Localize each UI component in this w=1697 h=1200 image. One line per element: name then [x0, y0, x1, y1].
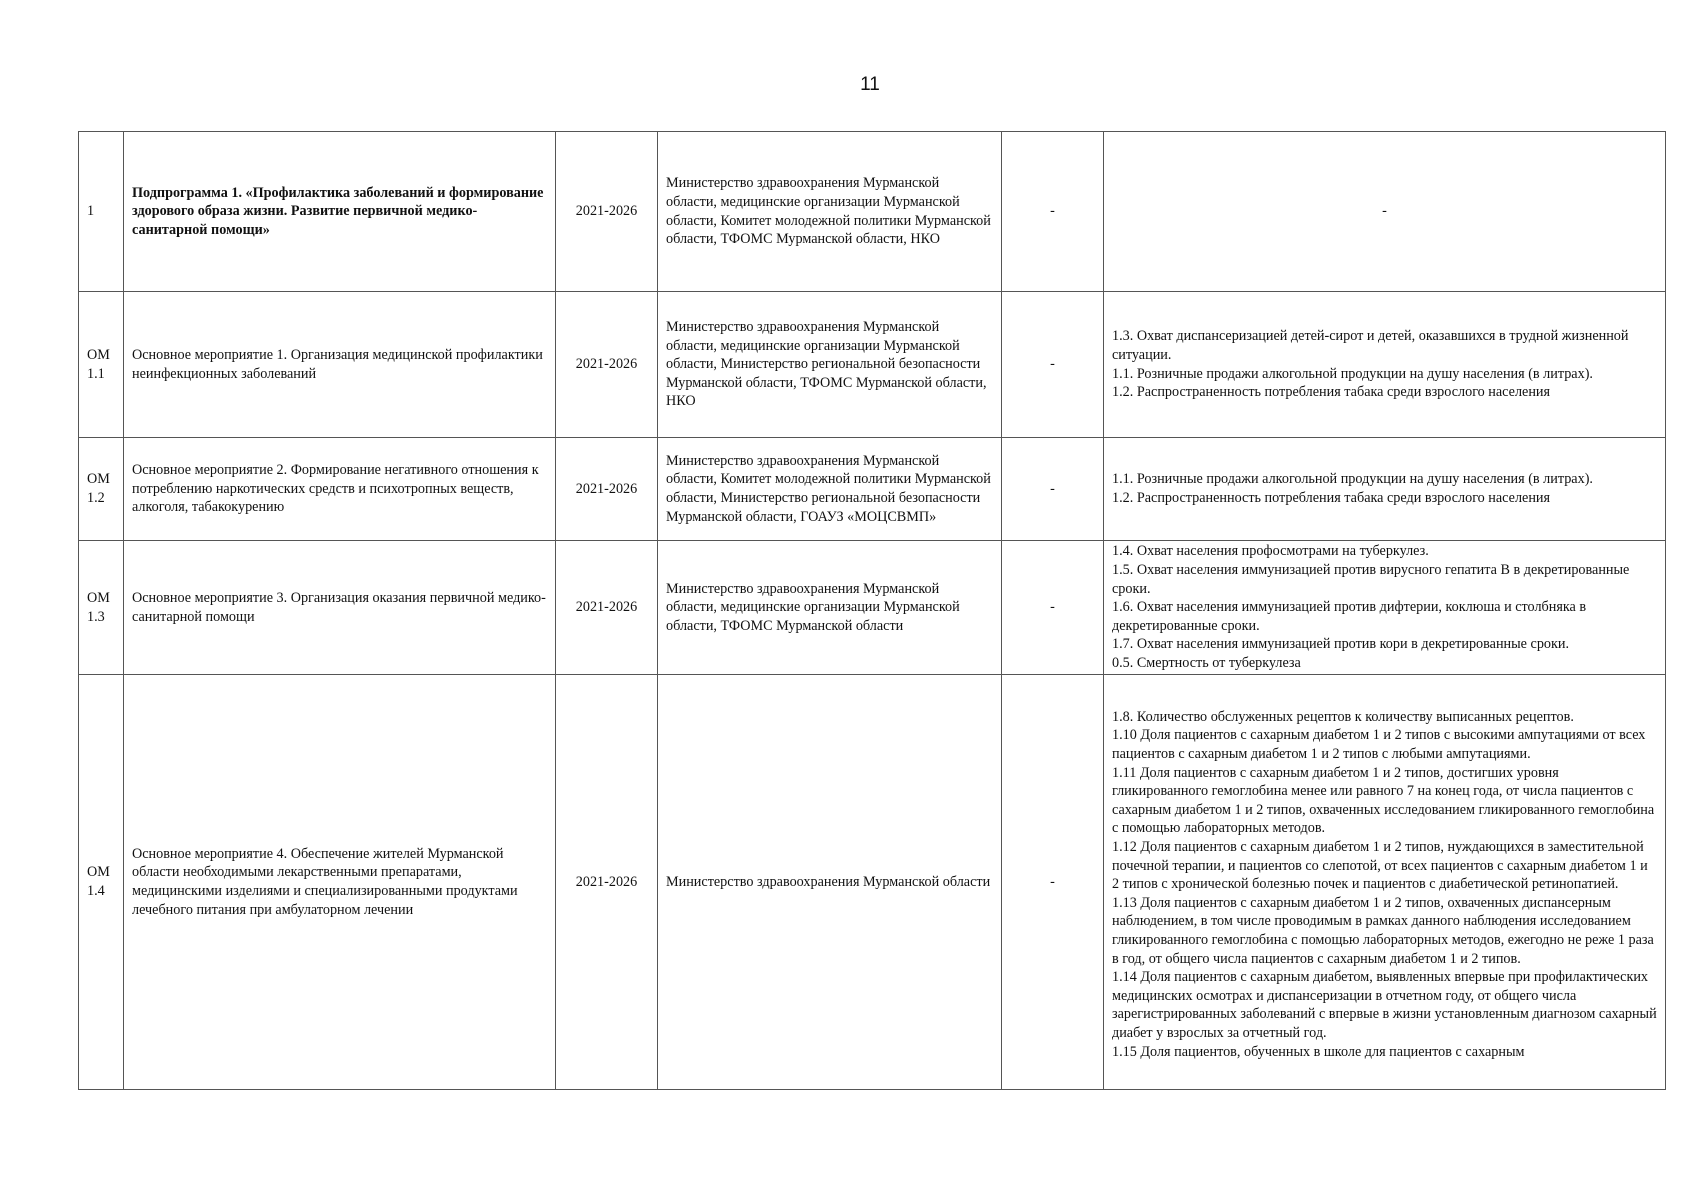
period-cell: 2021-2026 [556, 292, 658, 438]
executors-cell: Министерство здравоохранения Мурманской области, медицинские организации Мурманской области, ТФОМС Мурманской области [658, 541, 1002, 675]
table-row [79, 132, 1666, 292]
row-number: ОМ 1.3 [79, 541, 124, 675]
page-number: 11 [860, 74, 880, 95]
indicator-line: 1.1. Розничные продажи алкогольной продукции на душу населения (в литрах). [1112, 471, 1593, 488]
table-row [79, 292, 1666, 438]
indicator-line: 1.13 Доля пациентов с сахарным диабетом 1 и 2 типов, охваченных диспансерным наблюдением, в том числе проводимым в рамках данного наблюдения исследованием гликированного гемоглобина с помощью лабораторных методов, ежегодно не реже 1 раза в год, от общего числа пациентов с сахарным диабетом 1 и 2 типов. [1112, 894, 1654, 967]
indicator-line: 1.4. Охват населения профосмотрами на туберкулез. [1112, 543, 1429, 560]
executors-cell: Министерство здравоохранения Мурманской области [658, 675, 1002, 1090]
dash-cell: - [1002, 438, 1104, 541]
indicator-line: 1.6. Охват населения иммунизацией против дифтерии, коклюша и столбняка в декретированные сроки. [1112, 599, 1587, 634]
indicator-line: 1.8. Количество обслуженных рецептов к количеству выписанных рецептов. [1112, 708, 1574, 725]
indicator-line: 1.2. Распространенность потребления табака среди взрослого населения [1112, 490, 1551, 506]
indicator-line: 1.10 Доля пациентов с сахарным диабетом 1 и 2 типов с высокими ампутациями от всех пациентов с сахарным диабетом 1 и 2 типов с любыми ампутациями. [1112, 727, 1646, 763]
indicators-cell [1104, 292, 1666, 438]
executors-cell: Министерство здравоохранения Мурманской области, медицинские организации Мурманской области, Комитет молодежной политики Мурманской области, ТФОМС Мурманской области, НКО [658, 132, 1002, 292]
dash-cell: - [1002, 675, 1104, 1090]
indicators-cell [1104, 438, 1666, 541]
indicator-line: 0.5. Смертность от туберкулеза [1112, 654, 1301, 671]
table-row [79, 541, 1666, 675]
activity-name: Подпрограмма 1. «Профилактика заболеваний и формирование здорового образа жизни. Развитие первичной медико-санитарной помощи» [124, 132, 556, 292]
indicator-line: 1.1. Розничные продажи алкогольной продукции на душу населения (в литрах). [1112, 365, 1593, 382]
activity-name: Основное мероприятие 3. Организация оказания первичной медико-санитарной помощи [124, 541, 556, 675]
executors-cell: Министерство здравоохранения Мурманской области, медицинские организации Мурманской области, Министерство региональной безопасности Мурманской области, ТФОМС Мурманской области, НКО [658, 292, 1002, 438]
executors-cell: Министерство здравоохранения Мурманской области, Комитет молодежной политики Мурманской области, Министерство региональной безопасности Мурманской области, ГОАУЗ «МОЦСВМП» [658, 438, 1002, 541]
indicator-line: 1.7. Охват населения иммунизацией против кори в декретированные сроки. [1112, 636, 1570, 653]
period-cell: 2021-2026 [556, 675, 658, 1090]
indicators-cell [1104, 132, 1666, 292]
indicators-cell [1104, 675, 1666, 1090]
activities-table [78, 131, 1666, 1090]
indicator-line: 1.11 Доля пациентов с сахарным диабетом 1 и 2 типов, достигших уровня гликированного гемоглобина менее или равного 7 на конец года, от числа пациентов с сахарным диабетом 1 и 2 типов, охваченных исследованием гликированного гемоглобина с помощью лабораторных методов. [1112, 764, 1655, 837]
dash-cell: - [1002, 292, 1104, 438]
period-cell: 2021-2026 [556, 132, 658, 292]
indicator-line: 1.12 Доля пациентов с сахарным диабетом 1 и 2 типов, нуждающихся в заместительной почечной терапии, и пациентов со слепотой, от всех пациентов с сахарным диабетом 1 и 2 типов с хронической болезнью почек и пациентов с диабетической ретинопатией. [1112, 839, 1648, 893]
row-number: ОМ 1.2 [79, 438, 124, 541]
row-number: ОМ 1.4 [79, 675, 124, 1090]
indicators-cell [1104, 541, 1666, 675]
indicator-line: - [1382, 203, 1387, 220]
activity-name: Основное мероприятие 1. Организация медицинской профилактики неинфекционных заболеваний [124, 292, 556, 438]
table-row [79, 438, 1666, 541]
indicator-line: 1.5. Охват населения иммунизацией против вирусного гепатита В в декретированные сроки. [1112, 562, 1630, 597]
indicator-line: 1.2. Распространенность потребления табака среди взрослого населения [1112, 384, 1551, 401]
table-row [79, 675, 1666, 1090]
indicator-line: 1.14 Доля пациентов с сахарным диабетом, выявленных впервые при профилактических медицинских осмотрах и диспансеризации в отчетном году, от общего числа зарегистрированных заболеваний с впервые в жизни установленным диагнозом сахарный диабет у взрослых за отчетный год. [1112, 969, 1657, 1041]
activity-name: Основное мероприятие 2. Формирование негативного отношения к потреблению наркотических средств и психотропных веществ, алкоголя, табакокурению [124, 438, 556, 541]
row-number: ОМ 1.1 [79, 292, 124, 438]
period-cell: 2021-2026 [556, 438, 658, 541]
indicator-line: 1.3. Охват диспансеризацией детей-сирот и детей, оказавшихся в трудной жизненной ситуации. [1112, 328, 1629, 363]
period-cell: 2021-2026 [556, 541, 658, 675]
dash-cell: - [1002, 541, 1104, 675]
indicator-line: 1.15 Доля пациентов, обученных в школе для пациентов с сахарным [1112, 1043, 1525, 1060]
dash-cell: - [1002, 132, 1104, 292]
activity-name: Основное мероприятие 4. Обеспечение жителей Мурманской области необходимыми лекарственными препаратами, медицинскими изделиями и специализированными продуктами лечебного питания при амбулаторном лечении [124, 675, 556, 1090]
row-number: 1 [79, 132, 124, 292]
